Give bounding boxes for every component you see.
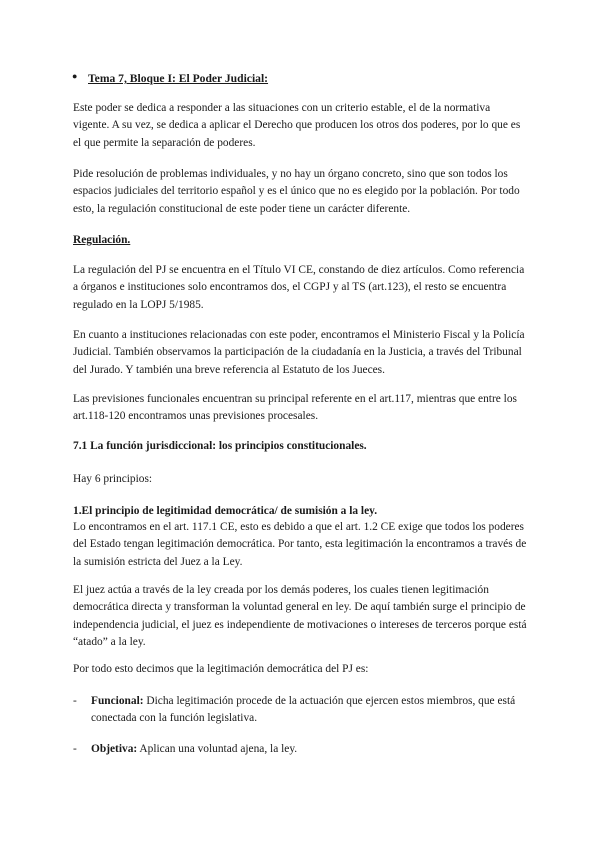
section-heading: 7.1 La función jurisdiccional: los principios constitucionales. — [73, 440, 367, 452]
list-item-label: Funcional: — [91, 695, 144, 707]
dash-bullet: - — [73, 743, 77, 755]
principios-count: Hay 6 principios: — [73, 473, 153, 485]
intro-paragraph: Este poder se dedica a responder a las situaciones con un criterio estable, el de la normativa vigente. A su vez, se dedica a aplicar el Derecho que producen los otros dos poderes, por lo que es el que permite la separación de poderes. — [73, 102, 521, 149]
paragraph-2: Pide resolución de problemas individuales, y no hay un órgano concreto, sino que son todos los espacios judiciales del territorio español y es el único que no es elegido por la población. Por todo esto, la regulación constitucional de este poder tiene un carácter diferente. — [73, 168, 520, 215]
principio-1-heading: 1.El principio de legitimidad democrática/ de sumisión a la ley. — [73, 505, 378, 517]
list-item — [73, 693, 528, 728]
regulacion-paragraph-1: La regulación del PJ se encuentra en el Título VI CE, constando de diez artículos. Como referencia a órganos e instituciones solo encontramos dos, el CGPJ y al TS (art.123), el resto se encuentra regulado en la LOPJ 5/1985. — [73, 264, 525, 311]
bullet-icon: ● — [72, 71, 78, 81]
list-item-text: Aplican una voluntad ajena, la ley. — [137, 743, 298, 755]
regulacion-paragraph-3: Las previsiones funcionales encuentran su principal referente en el art.117, mientras que entre los art.118-120 encontramos unas previsiones procesales. — [73, 393, 517, 423]
list-item — [73, 741, 528, 758]
juez-paragraph: El juez actúa a través de la ley creada por los demás poderes, los cuales tienen legitimación democrática directa y transforman la voluntad general en ley. De aquí también surge el principio de independencia judicial, el juez es independiente de motivaciones o intereses de terceros porque está “atado” a la ley. — [73, 584, 527, 648]
dash-bullet: - — [73, 695, 77, 707]
legitimacion-intro: Por todo esto decimos que la legitimación democrática del PJ es: — [73, 663, 369, 675]
list-item-label: Objetiva: — [91, 743, 138, 755]
page-title — [72, 70, 543, 88]
title-text: Tema 7, Bloque I: El Poder Judicial: — [88, 72, 269, 85]
list-item-text: Dicha legitimación procede de la actuación que ejercen estos miembros, que está conectada con la función legislativa. — [91, 695, 516, 725]
principio-1-paragraph: Lo encontramos en el art. 117.1 CE, esto es debido a que el art. 1.2 CE exige que todos los poderes del Estado tengan legitimación democrática. Por tanto, esta legitimación la encontramos a través de la sumisión estricta del Juez a la Ley. — [73, 521, 527, 568]
regulacion-heading: Regulación. — [73, 234, 131, 246]
regulacion-paragraph-2: En cuanto a instituciones relacionadas con este poder, encontramos el Ministerio Fiscal y la Policía Judicial. También observamos la participación de la ciudadanía en la Justicia, a través del Tribunal del Jurado. Y también una breve referencia al Estatuto de los Jueces. — [73, 329, 525, 376]
